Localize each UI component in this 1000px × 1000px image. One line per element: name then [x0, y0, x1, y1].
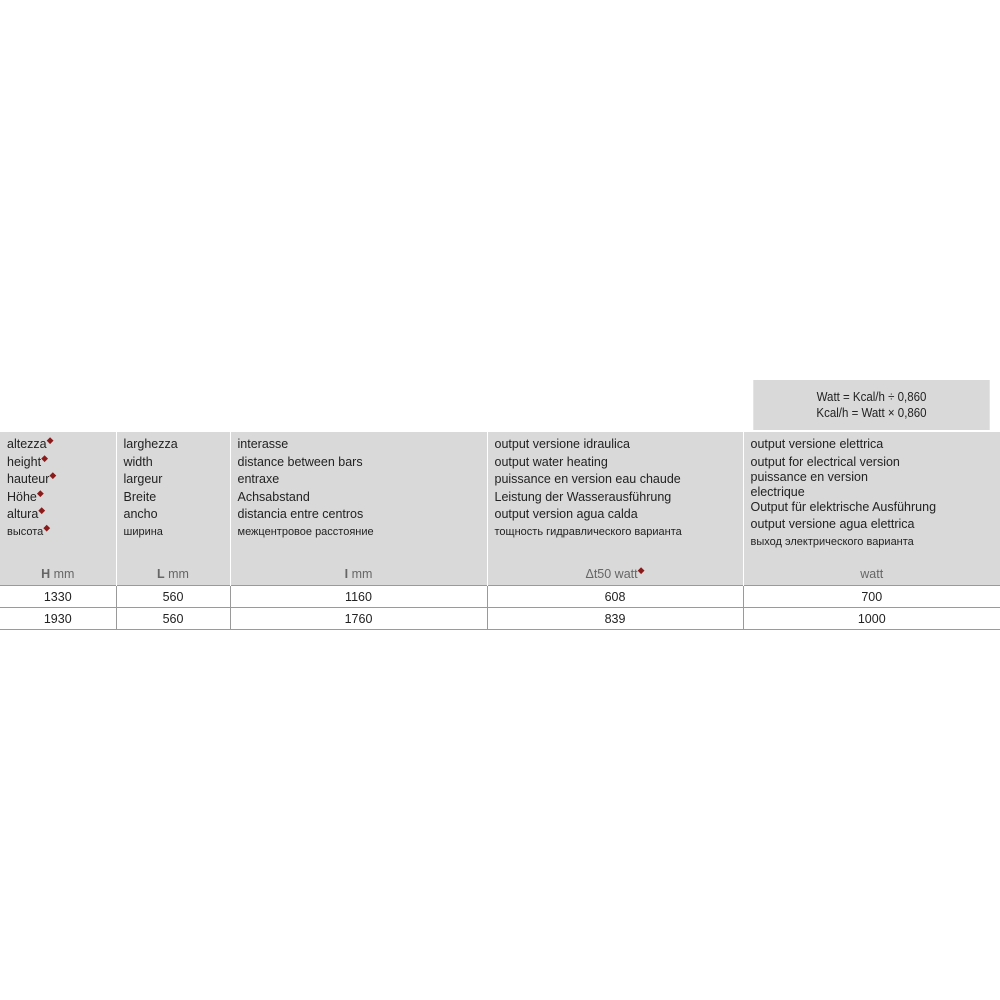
unit-text: mm	[53, 567, 75, 581]
table-row	[0, 608, 1000, 630]
specification-table	[0, 432, 1000, 630]
cell-distance: 1160	[230, 586, 487, 608]
cell-distance: 1760	[230, 608, 487, 630]
label-fr: puissance en version	[750, 470, 868, 485]
label-it: interasse	[237, 437, 289, 451]
unit-width	[117, 567, 230, 581]
header-row	[0, 432, 1000, 586]
label-es: ancho	[123, 507, 158, 522]
formula-watt: Watt = Kcal/h ÷ 0,860	[816, 390, 927, 404]
label-it: larghezza	[123, 437, 178, 451]
label-it: output versione idraulica	[494, 437, 630, 451]
unit-distance	[231, 567, 487, 581]
label-en: width	[123, 454, 153, 469]
cell-width: 560	[116, 608, 230, 630]
conversion-formula-box	[753, 380, 989, 430]
unit-text: Δt50 watt	[585, 567, 638, 581]
red-diamond-marker: ◆	[637, 564, 645, 575]
cell-electric-output: 700	[743, 586, 1000, 608]
label-de: Output für elektrische Ausführung	[750, 499, 937, 514]
red-diamond-marker: ◆	[36, 487, 44, 498]
label-it: altezza	[7, 437, 47, 451]
header-distance	[230, 432, 487, 586]
red-diamond-marker: ◆	[43, 522, 51, 533]
unit-text: mm	[168, 567, 189, 581]
label-fr: hauteur	[7, 472, 50, 487]
red-diamond-marker: ◆	[38, 505, 46, 516]
header-electric-output	[743, 432, 1000, 586]
header-height	[0, 432, 116, 586]
label-ru: тощность гидравлического варианта	[494, 525, 682, 538]
label-es: output versione agua elettrica	[750, 517, 915, 532]
label-en: height	[7, 454, 42, 469]
label-es: output version agua calda	[494, 507, 638, 522]
cell-water-output: 839	[487, 608, 743, 630]
unit-water-output	[488, 564, 743, 581]
label-fr: puissance en version eau chaude	[494, 472, 681, 487]
red-diamond-marker: ◆	[41, 452, 48, 463]
unit-text: mm	[351, 567, 373, 581]
label-fr-cont: electrique	[750, 484, 805, 499]
label-en: distance between bars	[237, 454, 363, 469]
label-en: output for electrical version	[750, 454, 900, 469]
red-diamond-marker: ◆	[49, 470, 57, 481]
cell-height: 1330	[0, 586, 116, 608]
unit-electric-output	[744, 567, 1000, 581]
formula-kcal: Kcal/h = Watt × 0,860	[816, 406, 927, 420]
label-ru: межцентровое расстояние	[237, 525, 374, 538]
label-it: output versione elettrica	[750, 437, 884, 451]
cell-width: 560	[116, 586, 230, 608]
cell-water-output: 608	[487, 586, 743, 608]
header-width	[116, 432, 230, 586]
header-water-output	[487, 432, 743, 586]
unit-symbol: I	[344, 567, 349, 581]
table-row	[0, 586, 1000, 608]
label-ru: высота	[7, 525, 44, 538]
label-fr: largeur	[123, 472, 163, 487]
label-ru: выход электрического варианта	[750, 535, 914, 548]
unit-text: watt	[860, 567, 884, 581]
label-de: Breite	[123, 489, 157, 504]
cell-height: 1930	[0, 608, 116, 630]
cell-electric-output: 1000	[743, 608, 1000, 630]
label-de: Leistung der Wasserausführung	[494, 489, 672, 504]
unit-symbol: L	[157, 567, 165, 581]
label-fr: entraxe	[237, 472, 280, 487]
label-de: Höhe	[7, 489, 37, 504]
unit-symbol: H	[41, 567, 51, 581]
label-es: distancia entre centros	[237, 507, 364, 522]
label-es: altura	[7, 507, 39, 522]
label-ru: ширина	[123, 525, 163, 538]
label-en: output water heating	[494, 454, 608, 469]
label-de: Achsabstand	[237, 489, 310, 504]
red-diamond-marker: ◆	[46, 434, 54, 445]
unit-height	[0, 567, 116, 581]
